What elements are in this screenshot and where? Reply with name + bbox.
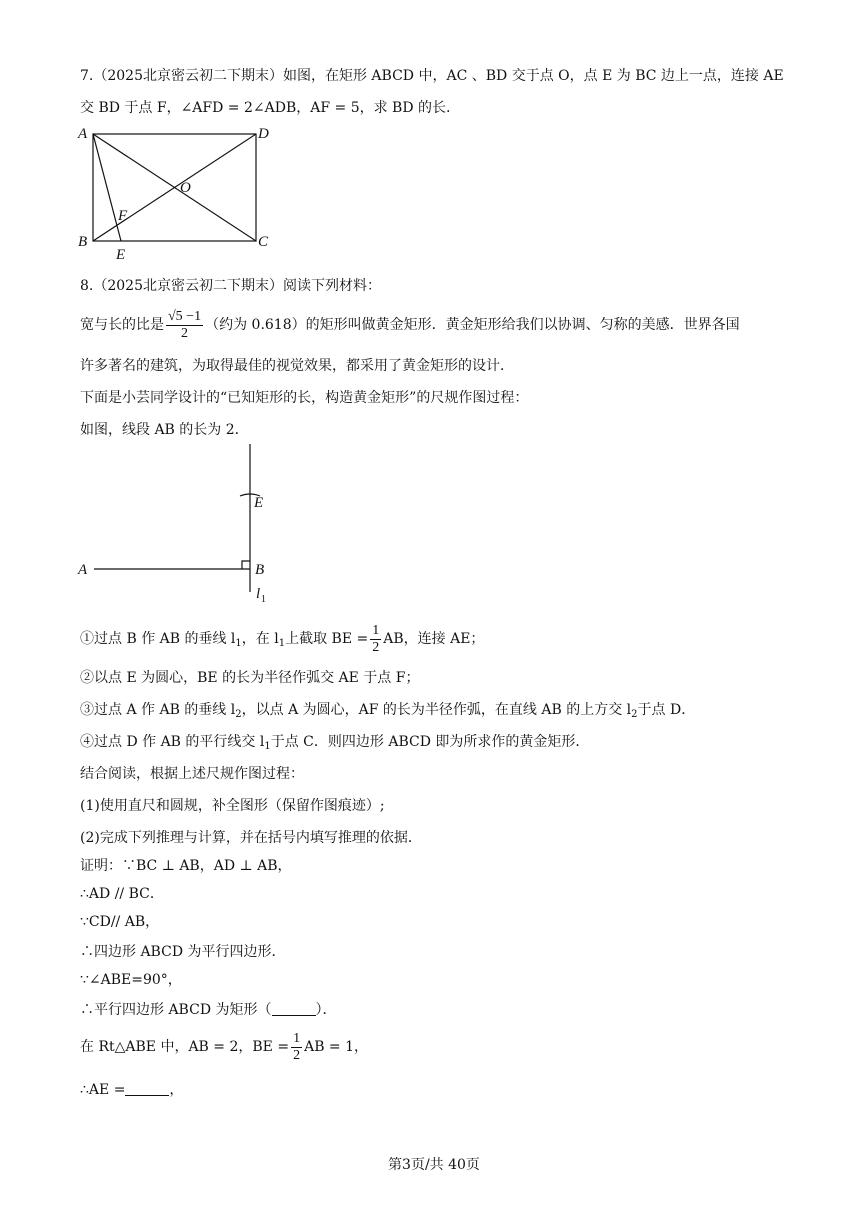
proof6-post: ）． [315,1002,337,1018]
q8-combine: 结合阅读，根据上述尺规作图过程： [80,766,304,782]
frac-denominator: 2 [372,639,380,655]
step1-fraction [370,623,381,656]
q7-line1: 7.（2025北京密云初二下期末）如图，在矩形 ABCD 中，AC 、BD 交于点 O，点 E 为 BC 边上一点，连接 AE [80,68,784,84]
label-e: E [116,247,126,262]
q8-p1 [80,308,740,342]
step4-post: 于点 C．则四边形 ABCD 即为所求作的黄金矩形． [270,734,590,750]
q8-proof1: 证明：∵BC ⊥ AB，AD ⊥ AB， [80,858,292,874]
label-b: B [78,234,88,250]
page-number: 第3页/共 40页 [388,1157,480,1173]
q8-p1-post: （约为 0.618）的矩形叫做黄金矩形．黄金矩形给我们以协调、匀称的美感．世界各国 [205,317,740,333]
q8-p1-pre: 宽与长的比是 [80,317,164,333]
q7-line2: 交 BD 于点 F，∠AFD = 2∠ADB，AF = 5，求 BD 的长. [80,100,451,116]
label-o: O [180,180,191,196]
step1-sub: 1 [235,638,242,649]
step4-sub: 1 [264,741,271,752]
q8-proof5: ∵∠ABE=90°， [80,972,182,988]
step1-pre: ①过点 B 作 AB 的垂线 l [80,631,236,647]
proof6-pre: ∴平行四边形 ABCD 为矩形（ [80,1002,272,1018]
q8-construction-figure [76,444,276,604]
label-f: F [118,208,128,224]
q8-title: 8.（2025北京密云初二下期末）阅读下列材料： [80,278,381,294]
proof8-post: ， [169,1082,184,1098]
right-angle-mark [242,561,250,569]
step3-mid: ，以点 A 为圆心，AF 的长为半径作弧，在直线 AB 的上方交 l [241,702,632,718]
q8-p3: 下面是小芸同学设计的“已知矩形的长，构造黄金矩形”的尺规作图过程： [80,390,529,406]
proof7-post: AB = 1， [304,1039,369,1055]
ae-blank[interactable] [125,1081,169,1096]
frac-denominator: 2 [293,1047,301,1063]
step1-eq: 上截取 BE = [285,631,369,647]
label-a: A [78,126,88,142]
label-c: C [258,234,269,250]
q8-step4 [80,732,589,757]
q8-proof6 [80,1000,337,1020]
step4-pre: ④过点 D 作 AB 的平行线交 l [80,734,265,750]
frac-numerator: √5 −1 [168,308,202,324]
step3-pre: ③过点 A 作 AB 的垂线 l [80,702,236,718]
step3-sub: 2 [235,709,242,720]
frac-numerator: 1 [293,1030,301,1046]
q8-part2: (2)完成下列推理与计算，并在括号内填写推理的依据． [80,830,422,846]
step3-post: 于点 D． [637,702,696,718]
label-e: E [254,495,264,511]
q8-proof7 [80,1030,368,1064]
step1-post: AB，连接 AE； [383,631,485,647]
q8-proof4: ∴四边形 ABCD 为平行四边形． [80,944,286,960]
proof7-pre: 在 Rt△ABE 中，AB = 2，BE = [80,1039,290,1055]
label-a: A [78,562,88,578]
q8-proof8 [80,1080,183,1100]
label-l: l [256,586,261,602]
q8-p4: 如图，线段 AB 的长为 2． [80,422,249,438]
reason-blank[interactable] [272,1001,316,1016]
q8-part1: (1)使用直尺和圆规，补全图形（保留作图痕迹）; [80,798,385,814]
label-b: B [255,562,265,578]
q8-p2: 许多著名的建筑，为取得最佳的视觉效果，都采用了黄金矩形的设计． [80,358,514,374]
q8-step2: ②以点 E 为圆心，BE 的长为半径作弧交 AE 于点 F； [80,670,420,686]
proof8-pre: ∴AE = [80,1082,126,1098]
q8-step1 [80,622,484,661]
q8-step3 [80,700,695,725]
golden-ratio-fraction [166,309,203,342]
step1-mid: ，在 l [241,631,279,647]
step3-sub2: 2 [631,709,638,720]
q8-proof2: ∴AD // BC． [80,886,164,902]
q7-rectangle-figure [76,122,276,262]
frac-denominator: 2 [181,325,189,341]
label-l-sub: 1 [261,594,266,604]
proof7-fraction [291,1031,302,1064]
step1-sub2: 1 [278,638,286,649]
q8-proof3: ∵CD// AB， [80,914,160,930]
label-d: D [258,126,269,142]
frac-numerator: 1 [372,622,380,638]
